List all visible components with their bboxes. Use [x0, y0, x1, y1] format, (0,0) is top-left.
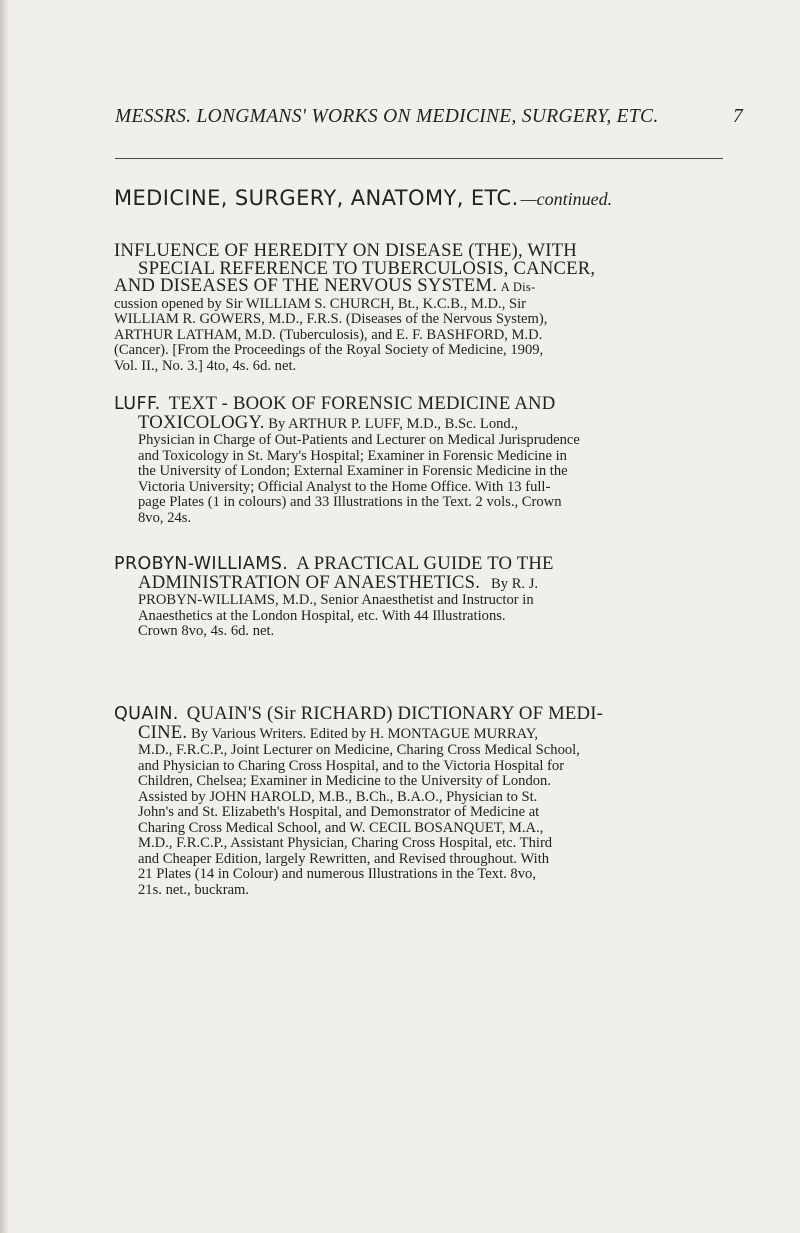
running-head	[115, 106, 743, 128]
entry-title-line: LUFF. TEXT - BOOK OF FORENSIC MEDICINE AND	[114, 393, 556, 414]
entry-body-line: Anaesthetics at the London Hospital, etc. With 44 Illustrations.	[138, 607, 506, 624]
entry-author-tag: PROBYN-WILLIAMS.	[114, 554, 289, 574]
entry-title-line: SPECIAL REFERENCE TO TUBERCULOSIS, CANCER,	[138, 257, 596, 279]
entry-body-line: and Physician to Charing Cross Hospital, and to the Victoria Hospital for	[138, 757, 565, 774]
entry-body-line: 8vo, 24s.	[138, 509, 192, 526]
entry-body-line: PROBYN-WILLIAMS, M.D., Senior Anaesthetist and Instructor in	[138, 592, 534, 608]
section-title-text: MEDICINE, SURGERY, ANATOMY, ETC.	[114, 186, 519, 210]
entry-body-line: Vol. II., No. 3.] 4to, 4s. 6d. net.	[114, 357, 297, 374]
entry-body-line: WILLIAM R. GOWERS, M.D., F.R.S. (Diseases of the Nervous System),	[114, 311, 548, 327]
section-title	[114, 186, 612, 210]
entry-body-line: Children, Chelsea; Examiner in Medicine to the University of London.	[138, 773, 551, 789]
entry-body-line: Assisted by JOHN HAROLD, M.B., B.Ch., B.A.O., Physician to St.	[138, 788, 538, 805]
section-continued: —continued.	[520, 189, 613, 209]
page-number: 7	[732, 106, 743, 127]
entry-title-line: QUAIN. QUAIN'S (Sir RICHARD) DICTIONARY OF MEDI-	[114, 703, 604, 724]
entry-title-line: AND DISEASES OF THE NERVOUS SYSTEM. A Dis-	[114, 275, 536, 296]
entry-body-line: (Cancer). [From the Proceedings of the Royal Society of Medicine, 1909,	[114, 342, 544, 358]
entry-title-line: INFLUENCE OF HEREDITY ON DISEASE (THE), WITH	[114, 240, 577, 261]
entry-body-line: M.D., F.R.C.P., Joint Lecturer on Medicine, Charing Cross Medical School,	[138, 742, 580, 758]
entry-body-line: John's and St. Elizabeth's Hospital, and Demonstrator of Medicine at	[138, 804, 540, 820]
entry-body-line: Charing Cross Medical School, and W. CECIL BOSANQUET, M.A.,	[138, 819, 544, 836]
entry-body-line: cussion opened by Sir WILLIAM S. CHURCH, Bt., K.C.B., M.D., Sir	[114, 295, 527, 312]
entry-body-line: Crown 8vo, 4s. 6d. net.	[138, 623, 275, 639]
running-head-title: MESSRS. LONGMANS' WORKS ON MEDICINE, SURGERY, ETC.	[115, 106, 659, 127]
entry-body-line: ARTHUR LATHAM, M.D. (Tuberculosis), and E. F. BASHFORD, M.D.	[114, 326, 543, 343]
catalogue-entry-luff	[114, 395, 724, 526]
header-rule	[115, 158, 723, 159]
entry-body-line: and Toxicology in St. Mary's Hospital; Examiner in Forensic Medicine in	[138, 447, 567, 464]
entry-body-line: 21 Plates (14 in Colour) and numerous Illustrations in the Text. 8vo,	[138, 866, 536, 882]
catalogue-entry-influence-of-heredity	[114, 242, 724, 374]
entry-body-line: Physician in Charge of Out-Patients and Lecturer on Medical Jurisprudence	[138, 432, 580, 448]
catalogue-entry-probyn-williams	[114, 555, 724, 640]
entry-author-tag: LUFF.	[114, 394, 161, 414]
entry-body-line: the University of London; External Examiner in Forensic Medicine in the	[138, 463, 568, 479]
entry-body-line: page Plates (1 in colours) and 33 Illustrations in the Text. 2 vols., Crown	[138, 494, 562, 510]
entry-title-line: TOXICOLOGY. By ARTHUR P. LUFF, M.D., B.Sc. Lond.,	[138, 411, 519, 433]
entry-body-line: and Cheaper Edition, largely Rewritten, and Revised throughout. With	[138, 850, 550, 867]
entry-title-line: CINE. By Various Writers. Edited by H. MONTAGUE MURRAY,	[138, 721, 539, 743]
entry-body-line: Victoria University; Official Analyst to the Home Office. With 13 full-	[138, 478, 551, 495]
entry-title-line: ADMINISTRATION OF ANAESTHETICS. By R. J.	[138, 571, 539, 593]
book-spine-edge	[0, 0, 9, 1233]
entry-body-line: M.D., F.R.C.P., Assistant Physician, Charing Cross Hospital, etc. Third	[138, 835, 553, 851]
entry-title-line: PROBYN-WILLIAMS. A PRACTICAL GUIDE TO THE	[114, 553, 554, 574]
entry-author-tag: QUAIN.	[114, 704, 179, 724]
catalogue-entry-quain	[114, 705, 724, 898]
entry-body-line: 21s. net., buckram.	[138, 881, 250, 898]
